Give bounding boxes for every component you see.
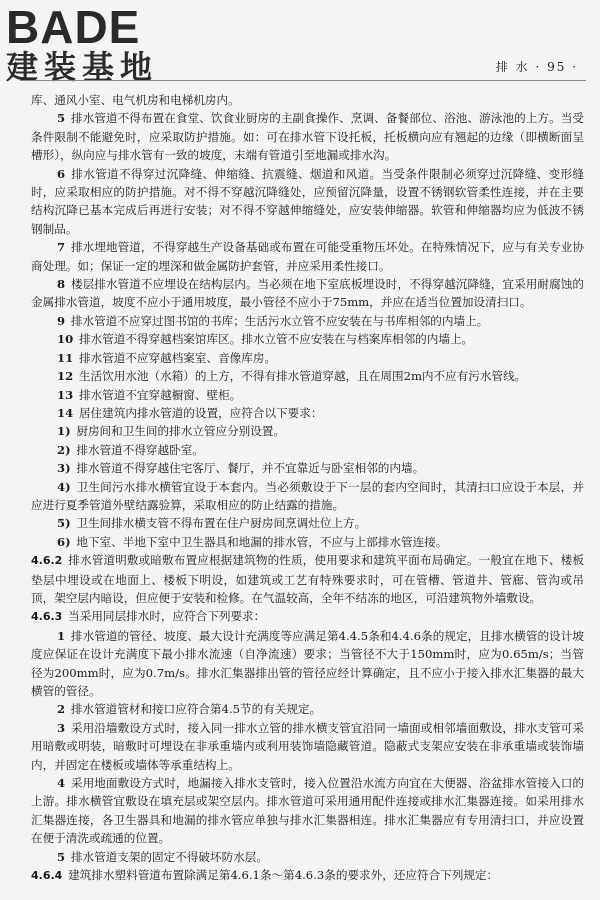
item-number: 6	[57, 166, 66, 181]
paragraph-text: 排水管道不应穿越档案室、音像库房。	[78, 350, 277, 365]
paragraph-text: 楼层排水管道不应埋设在结构层内。当必须在地下室底板埋设时，不得穿越沉降缝，宜采用耐腐蚀的金属排水管道，坡度不应小于通用坡度，最小管径不应小于75mm，并应在适当位置加设清扫口。	[31, 277, 584, 310]
clause-paragraph	[31, 551, 584, 607]
paragraph-text: 排水管道不得穿越档案馆库区。排水立管不应安装在与档案库相邻的内墙上。	[78, 332, 474, 347]
clause-number: 4.6.4	[31, 869, 63, 883]
paragraph-text: 采用沿墙敷设方式时，接入同一排水立管的排水横支管宜沿同一墙面或相邻墙面敷设，排水支管可采用暗敷或明装，暗敷时可埋设在非承重墙内或利用装饰墙隐藏管道。隐蔽式支架应安装在非承重墙或装饰墙内，并固定在楼板或墙体等承重结构上。	[31, 720, 584, 772]
list-item	[31, 533, 584, 551]
logo-chinese: 建装基地	[6, 48, 159, 86]
paragraph-text: 排水管道明敷或暗敷布置应根据建筑物的性质，使用要求和建筑平面布局确定。一般宜在地下、楼板垫层中埋设或在地面上、楼板下明设，如建筑或工艺有特殊要求时，可在管槽、管道井、管廊、管沟或吊顶，架空层内暗设，但应便于安装和检修。在气温较高，全年不结冻的地区，可沿建筑物外墙敷设。	[31, 553, 584, 605]
logo-latin: BADE	[6, 1, 141, 53]
list-item	[31, 330, 584, 348]
item-number: 6)	[57, 534, 71, 549]
list-item	[31, 700, 584, 718]
list-item	[31, 719, 584, 774]
paragraph-text: 当采用同层排水时，应符合下列要求：	[68, 609, 266, 624]
list-item	[31, 441, 584, 459]
paragraph-text: 厨房间和卫生间的排水立管应分别设置。	[76, 424, 286, 439]
list-item	[31, 459, 584, 477]
item-number: 1)	[57, 424, 71, 439]
paragraph-text: 排水管道不得穿过沉降缝、伸缩缝、抗震缝、烟道和风道。当受条件限制必须穿过沉降缝、变形缝时，应采取相应的防护措施。对不得不穿越沉降缝处，应预留沉降量，设置不锈钢软管柔性连接，并在主要结构沉降已基本完成后再进行安装；对不得不穿越伸缩缝处，应安装伸缩器。软管和伸缩器均应为低波不锈钢制品。	[31, 166, 584, 236]
paragraph-text: 排水管道不得布置在食堂、饮食业厨房的主副食操作、烹调、备餐部位、浴池、游泳池的上方。当受条件限制不能避免时，应采取防护措施。如：可在排水管下设托板，托板横向应有翘起的边缘（即横断面呈槽形），纵向应与排水管有一致的坡度，末端有管道引至地漏或排水沟。	[31, 111, 584, 163]
paragraph-text: 排水管道不应穿过图书馆的书库；生活污水立管不应安装在与书库相邻的内墙上。	[70, 313, 489, 328]
list-item	[31, 404, 584, 422]
header-rule	[20, 80, 586, 81]
item-number: 7	[57, 240, 66, 255]
paragraph-text: 卫生间污水排水横管宜设于本套内。当必须敷设于下一层的套内空间时，其清扫口应设于本层，并应进行夏季管道外壁结露验算，采取相应的防止结露的措施。	[31, 479, 584, 512]
paragraph-text: 排水埋地管道，不得穿越生产设备基础或布置在可能受重物压坏处。在特殊情况下，应与有关专业协商处理。如；保证一定的埋深和做金属防护套管，并应采用柔性接口。	[31, 240, 584, 273]
list-item	[31, 386, 584, 404]
list-item	[31, 848, 584, 866]
list-item	[31, 367, 584, 385]
list-item	[31, 514, 584, 532]
list-item	[31, 275, 584, 312]
list-item	[31, 422, 584, 440]
item-number: 8	[57, 277, 66, 292]
paragraph-text: 排水管道支架的固定不得破坏防水层。	[70, 849, 268, 864]
item-number: 5)	[57, 516, 71, 531]
item-number: 11	[57, 350, 74, 365]
item-number: 13	[57, 387, 74, 402]
clause-paragraph	[31, 607, 584, 626]
list-item	[31, 109, 584, 164]
paragraph-text: 库、通风小室、电气机房和电梯机房内。	[31, 93, 240, 107]
list-item	[31, 349, 584, 367]
paragraph-text: 地下室、半地下室中卫生器具和地漏的排水管，不应与上部排水管连接。	[76, 534, 448, 549]
list-item	[31, 312, 584, 330]
clause-paragraph	[31, 866, 584, 885]
item-number: 3	[57, 720, 66, 735]
paragraph-text: 卫生间排水横支管不得布置在住户厨房间烹调灶位上方。	[76, 516, 367, 531]
item-number: 5	[57, 111, 66, 126]
body-text	[31, 91, 584, 109]
paragraph-text: 居住建筑内排水管道的设置，应符合以下要求：	[78, 405, 323, 420]
list-item	[31, 238, 584, 275]
list-item	[31, 165, 584, 239]
paragraph-text: 排水管道不得穿越住宅客厅、餐厅，并不宜靠近与卧室相邻的内墙。	[76, 461, 425, 476]
list-item	[31, 478, 584, 515]
list-item	[31, 774, 584, 848]
paragraph-text: 采用地面敷设方式时，地漏接入排水支管时，接入位置沿水流方向宜在大便器、浴盆排水管接入口的上游。排水横管宜敷设在填充层或架空层内。排水管道可采用通用配件连接或排水汇集器连接。如采用排水汇集器连接，各卫生器具和地漏的排水管应单独与排水汇集器相连。排水汇集器应有专用清扫口，并应设置在便于清洗或疏通的位置。	[31, 776, 584, 846]
page-body	[31, 91, 584, 885]
item-number: 5	[57, 849, 66, 864]
running-head: 排 水 · 95 ·	[495, 60, 578, 74]
item-number: 14	[57, 405, 74, 420]
paragraph-text: 排水管道不得穿越卧室。	[76, 442, 204, 457]
paragraph-text: 生活饮用水池（水箱）的上方，不得有排水管道穿越，且在周围2m内不应有污水管线。	[78, 369, 527, 384]
paragraph-text: 排水管道的管径、坡度、最大设计充满度等应满足第4.4.5条和4.4.6条的规定，且排水横管的设计坡度应保证在设计充满度下最小排水流速（自净流速）要求；当管径不大于150mm时，应为0.65m/s；当管径为200mm时，应为0.7m/s。排水汇集器排出管的管径应经计算确定，且不应小于接入排水汇集器的最大横管的管径。	[31, 628, 584, 698]
brand-logo	[6, 1, 176, 86]
item-number: 2	[57, 702, 66, 717]
clause-number: 4.6.2	[31, 554, 63, 568]
paragraph-text: 排水管道不宜穿越橱窗、壁柜。	[78, 387, 242, 402]
item-number: 4	[57, 776, 66, 791]
paragraph-text: 排水管道管材和接口应符合第4.5节的有关规定。	[70, 702, 322, 717]
item-number: 1	[57, 628, 66, 643]
item-number: 12	[57, 369, 74, 384]
paragraph-text: 建筑排水塑料管道布置除满足第4.6.1条～第4.6.3条的要求外，还应符合下列规定：	[68, 868, 499, 883]
item-number: 2)	[57, 442, 71, 457]
item-number: 9	[57, 313, 66, 328]
item-number: 10	[57, 332, 74, 347]
list-item	[31, 627, 584, 701]
item-number: 3)	[57, 461, 71, 476]
item-number: 4)	[57, 479, 71, 494]
clause-number: 4.6.3	[31, 610, 63, 624]
